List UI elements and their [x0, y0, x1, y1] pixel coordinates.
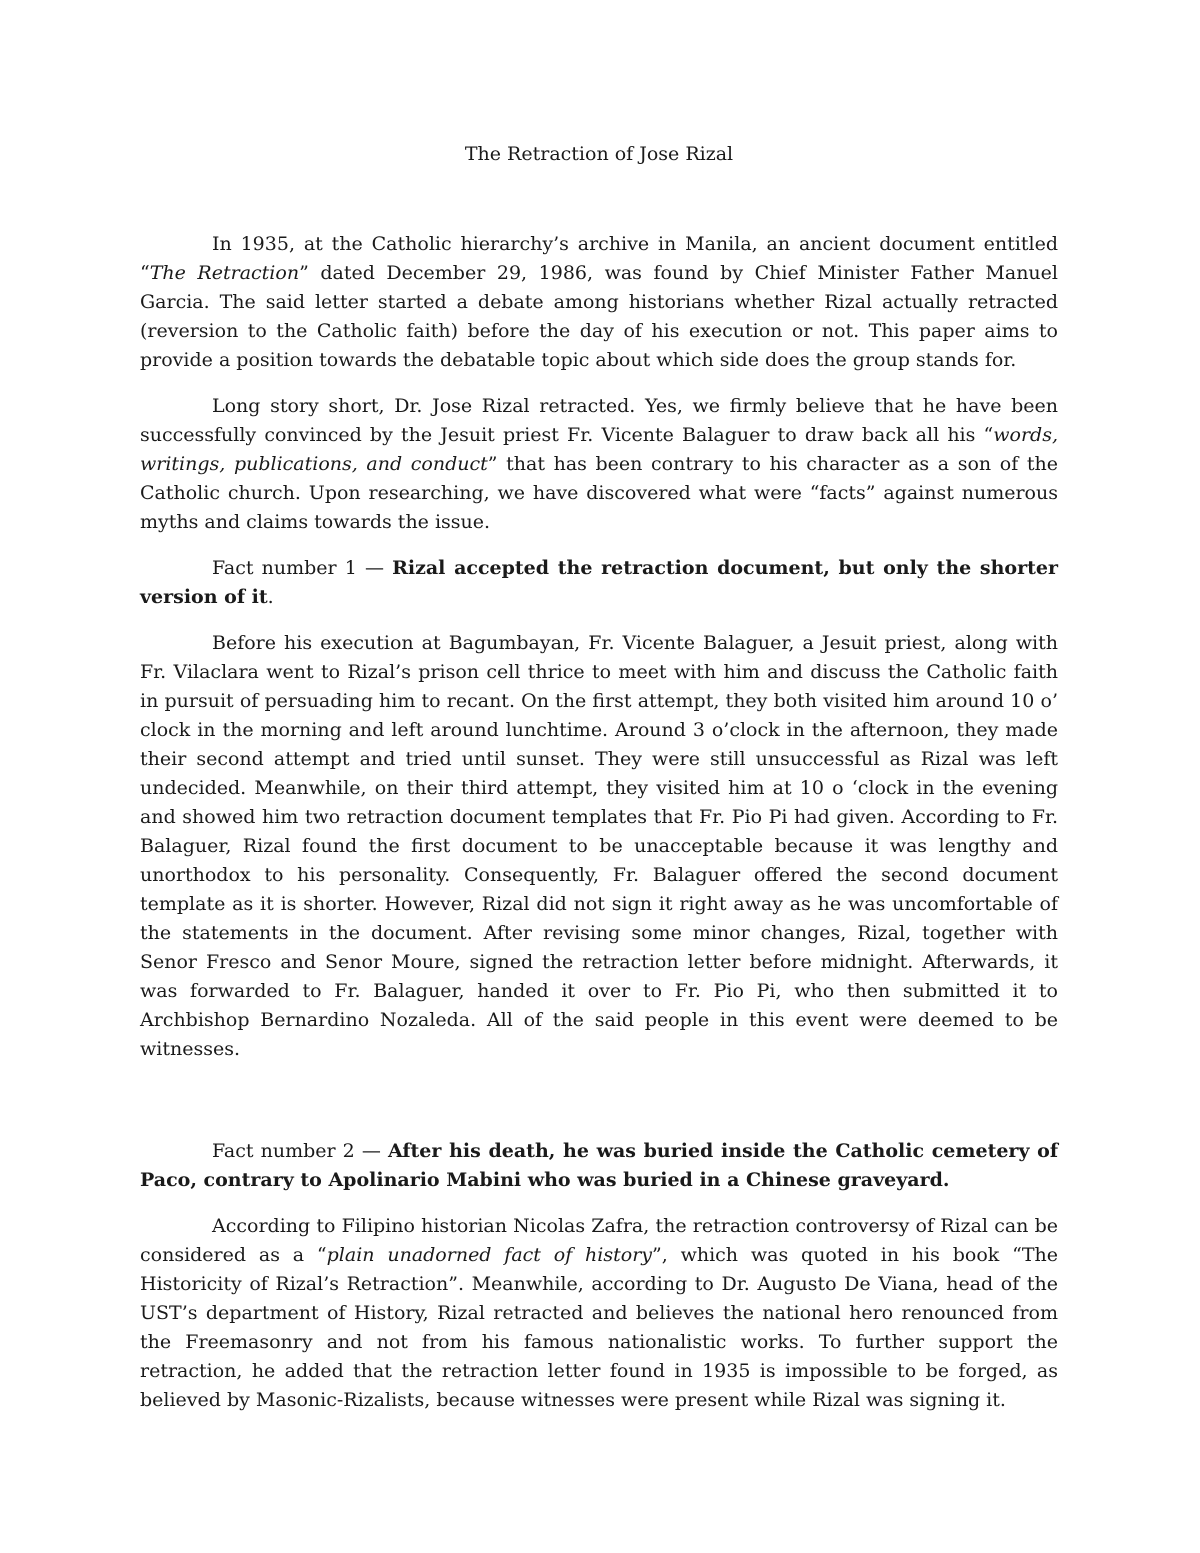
paragraph-fact-2-text-c: ”, which was quoted in his book “The Historicity of Rizal’s Retraction”. Meanwhile, according to Dr. Augusto De Viana, head of the UST’s department of History, Rizal retracted and believes the national hero renounced from the Freemasonry and not from his famous nationalistic works. To further support the retraction, he added that the retraction letter found in 1935 is impossible to be forged, as believed by Masonic-Rizalists, because witnesses were present while Rizal was signing it.: [140, 1244, 1059, 1411]
paragraph-fact-1-body: Before his execution at Bagumbayan, Fr. Vicente Balaguer, a Jesuit priest, along with Fr. Vilaclara went to Rizal’s prison cell thrice to meet with him and discuss the Catholic faith in pursuit of persuading him to recant. On the first attempt, they both visited him around 10 o’ clock in the morning and left around lunchtime. Around 3 o’clock in the afternoon, they made their second attempt and tried until sunset. They were still unsuccessful as Rizal was left undecided. Meanwhile, on their third attempt, they visited him at 10 o ‘clock in the evening and showed him two retraction document templates that Fr. Pio Pi had given. According to Fr. Balaguer, Rizal found the first document to be unacceptable because it was lengthy and unorthodox to his personality. Consequently, Fr. Balaguer offered the second document template as it is shorter. However, Rizal did not sign it right away as he was uncomfortable of the statements in the document. After revising some minor changes, Rizal, together with Senor Fresco and Senor Moure, signed the retraction letter before midnight. Afterwards, it was forwarded to Fr. Balaguer, handed it over to Fr. Pio Pi, who then submitted it to Archbishop Bernardino Nozaleda. All of the said people in this event were deemed to be witnesses.: [140, 632, 1058, 1060]
fact-1-period: .: [267, 586, 274, 608]
paragraph-position: [140, 392, 1058, 537]
fact-2-label: Fact number 2 —: [212, 1140, 388, 1162]
paragraph-intro-text-a: In 1935, at the Catholic hierarchy’s archive in Manila, an ancient document entitled “: [140, 233, 1058, 284]
paragraph-fact-2-italic: plain unadorned fact of history: [326, 1244, 653, 1266]
paragraph-position-text-c: ” that has been contrary to his character as a son of the Catholic church. Upon researching, we have discovered what were “facts” against numerous myths and claims towards the issue.: [140, 453, 1058, 533]
document-title: The Retraction of Jose Rizal: [464, 143, 734, 165]
paragraph-intro: [140, 230, 1058, 375]
fact-2-statement: After his death, he was buried inside the Catholic cemetery of Paco, contrary to Apolinario Mabini who was buried in a Chinese graveyard.: [140, 1140, 1058, 1191]
paragraph-fact-2-text-a: According to Filipino historian Nicolas Zafra, the retraction controversy of Rizal can be considered as a “: [140, 1215, 1058, 1266]
paragraph-position-italic: words, writings, publications, and conduct: [140, 424, 1058, 475]
fact-1-heading: [140, 554, 1058, 612]
paragraph-position-text-a: Long story short, Dr. Jose Rizal retracted. Yes, we firmly believe that he have been successfully convinced by the Jesuit priest Fr. Vicente Balaguer to draw back all his “: [140, 395, 1058, 446]
paragraph-intro-text-c: ” dated December 29, 1986, was found by Chief Minister Father Manuel Garcia. The said letter started a debate among historians whether Rizal actually retracted (reversion to the Catholic faith) before the day of his execution or not. This paper aims to provide a position towards the debatable topic about which side does the group stands for.: [140, 262, 1058, 371]
document-page: [140, 140, 1058, 1415]
paragraph-intro-italic: The Retraction: [149, 262, 300, 284]
fact-1-label: Fact number 1 —: [212, 557, 393, 579]
paragraph-fact-2-body: [140, 1212, 1058, 1415]
fact-2-heading: [140, 1137, 1058, 1195]
fact-1-statement: Rizal accepted the retraction document, but only the shorter version of it: [140, 557, 1058, 608]
